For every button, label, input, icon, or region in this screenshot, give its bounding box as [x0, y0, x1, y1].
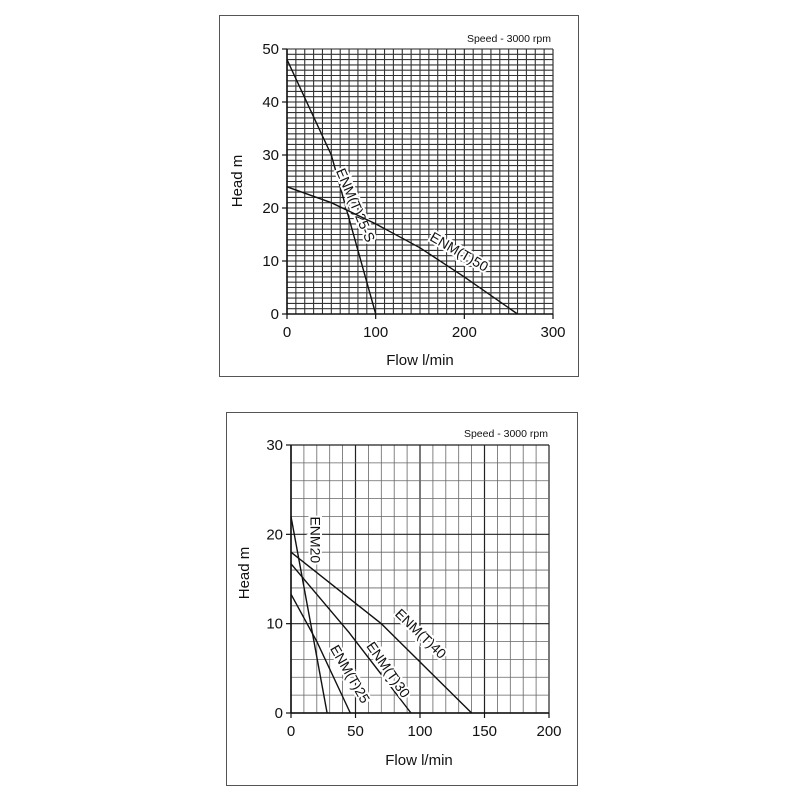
top-series-1-label: ENM(T)50	[427, 228, 492, 275]
top-chart	[220, 16, 578, 376]
bottom-speed-note: Speed - 3000 rpm	[463, 428, 548, 440]
bottom-x-axis-label: Flow l/min	[385, 752, 453, 769]
bottom-x-tick-label: 200	[536, 723, 562, 740]
bottom-y-tick-label: 30	[266, 437, 283, 454]
bottom-y-tick-label: 0	[274, 705, 283, 722]
bottom-x-tick-label: 150	[471, 723, 498, 740]
top-speed-note: Speed - 3000 rpm	[466, 33, 551, 45]
top-y-tick-label: 40	[262, 94, 279, 111]
top-series-0-label: ENM(T)25-S	[333, 165, 379, 245]
bottom-x-tick-label: 100	[407, 723, 433, 740]
bottom-y-axis-label: Head m	[236, 546, 253, 600]
bottom-y-tick-label: 10	[266, 615, 283, 633]
top-y-tick-label: 50	[262, 41, 279, 58]
top-chart-panel	[219, 15, 579, 377]
top-y-tick-label: 20	[262, 200, 279, 217]
bottom-series-2-label: ENM(T)30	[363, 638, 414, 701]
top-x-axis-label: Flow l/min	[386, 352, 454, 369]
bottom-series-1-label: ENM(T)25	[327, 641, 374, 706]
top-x-tick-label: 100	[363, 324, 389, 341]
bottom-series-3-label: ENM(T)40	[392, 605, 450, 662]
top-x-tick-label: 200	[451, 324, 477, 341]
top-y-axis-label: Head m	[229, 154, 246, 208]
top-y-tick-label: 0	[270, 306, 279, 323]
top-y-tick-label: 10	[262, 253, 279, 270]
bottom-x-tick-label: 0	[286, 723, 296, 740]
bottom-y-tick-label: 20	[266, 526, 283, 544]
bottom-series-0-label: ENM20	[307, 516, 324, 564]
top-x-tick-label: 300	[540, 324, 566, 341]
bottom-chart	[227, 413, 577, 785]
top-y-tick-label: 30	[262, 147, 279, 164]
bottom-chart-panel	[226, 412, 578, 786]
bottom-x-tick-label: 50	[347, 723, 364, 740]
top-x-tick-label: 0	[282, 324, 292, 341]
